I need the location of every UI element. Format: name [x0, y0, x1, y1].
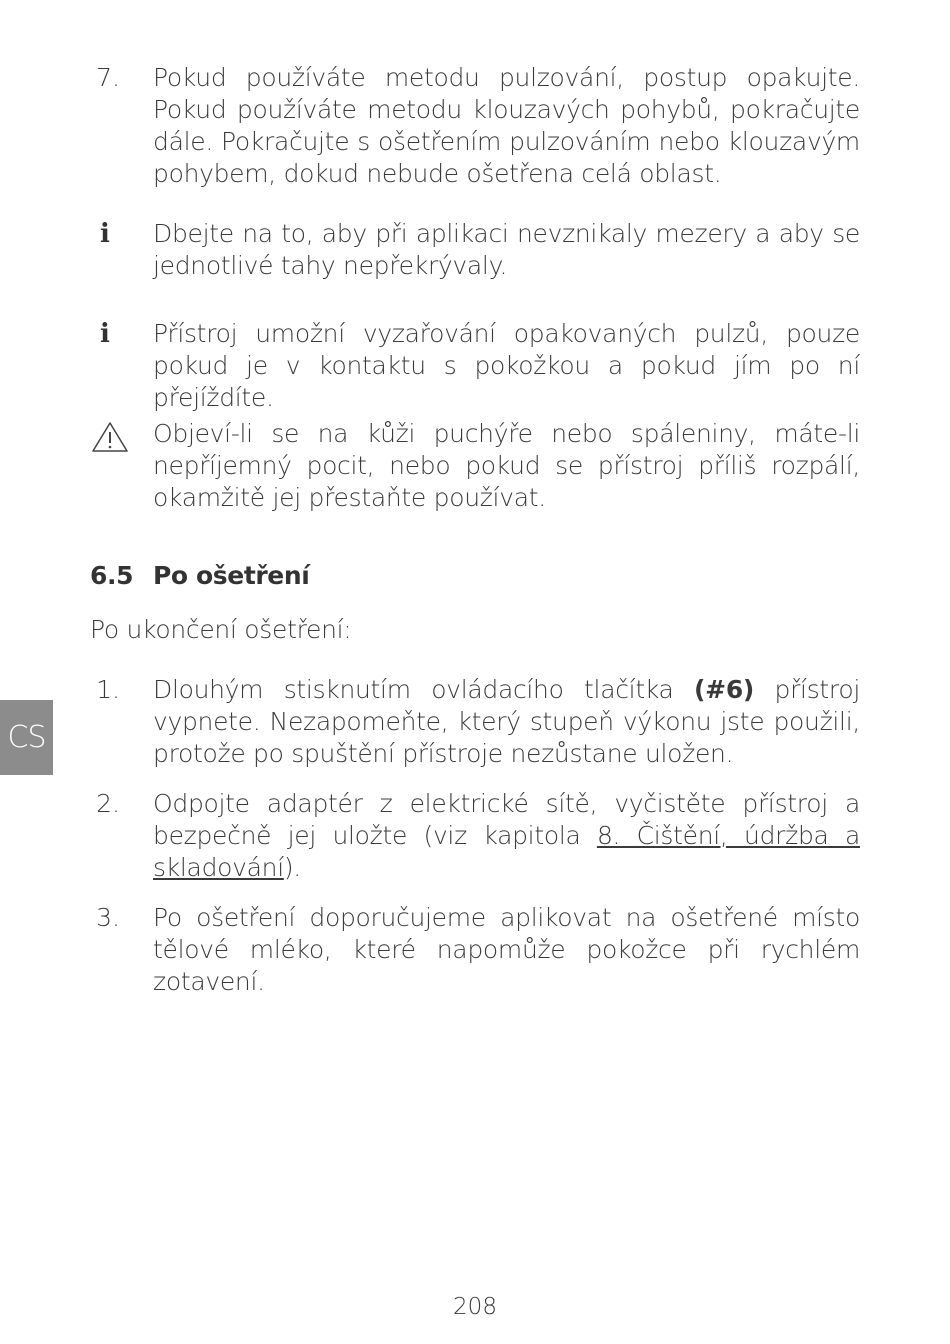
language-tab: CS [0, 700, 53, 775]
step-text: Odpojte adaptér z elektrické sítě, vyčistěte přístroj a bezpečně jej uložte (viz kapitola 8. Čištění, údržba a skladování). [153, 789, 860, 882]
note-text: Přístroj umožní vyzařování opakovaných pulzů, pouze pokud je v kontaktu s pokožkou a pokud jím po ní přejíždíte. [153, 319, 860, 412]
warning-note [90, 418, 860, 514]
chapter-link[interactable]: 8. Čištění, údržba a skladování [153, 821, 860, 882]
section-number: 6.5 [90, 561, 134, 590]
note-text: Dbejte na to, aby při aplikaci nevznikaly mezery a aby se jednotlivé tahy nepřekrývaly. [153, 219, 860, 280]
section-heading [90, 558, 309, 594]
info-note-1 [90, 218, 860, 282]
warning-icon [90, 420, 130, 454]
step-number: 2. [96, 789, 120, 818]
step-3 [90, 902, 860, 998]
section-title: Po ošetření [153, 561, 310, 590]
step-text: Pokud používáte metodu pulzování, postup opakujte. Pokud používáte metodu klouzavých pohybů, pokračujte dále. Pokračujte s ošetřením pulzováním nebo klouzavým pohybem, dokud nebude ošetřena celá oblast. [153, 63, 860, 188]
info-icon: i [100, 219, 110, 249]
step-text: Po ošetření doporučujeme aplikovat na ošetřené místo tělové mléko, které napomůže pokožce při rychlém zotavení. [153, 903, 860, 996]
step-number: 7. [96, 63, 120, 92]
step-number: 3. [96, 903, 120, 932]
step-number: 1. [96, 675, 120, 704]
info-icon: i [100, 319, 110, 349]
page-number: 208 [453, 1294, 497, 1320]
section-intro: Po ukončení ošetření: [90, 615, 352, 644]
note-text: Objeví-li se na kůži puchýře nebo spáleniny, máte-li nepříjemný pocit, nebo pokud se přístroj příliš rozpálí, okamžitě jej přestaňte používat. [153, 419, 860, 512]
step-text: Dlouhým stisknutím ovládacího tlačítka (#6) přístroj vypnete. Nezapomeňte, který stupeň výkonu jste použili, protože po spuštění přístroje nezůstane uložen. [153, 675, 861, 768]
info-note-2 [90, 318, 860, 414]
step-7 [90, 62, 860, 190]
step-1 [90, 674, 860, 770]
step-2 [90, 788, 860, 884]
button-reference: (#6) [694, 675, 755, 704]
